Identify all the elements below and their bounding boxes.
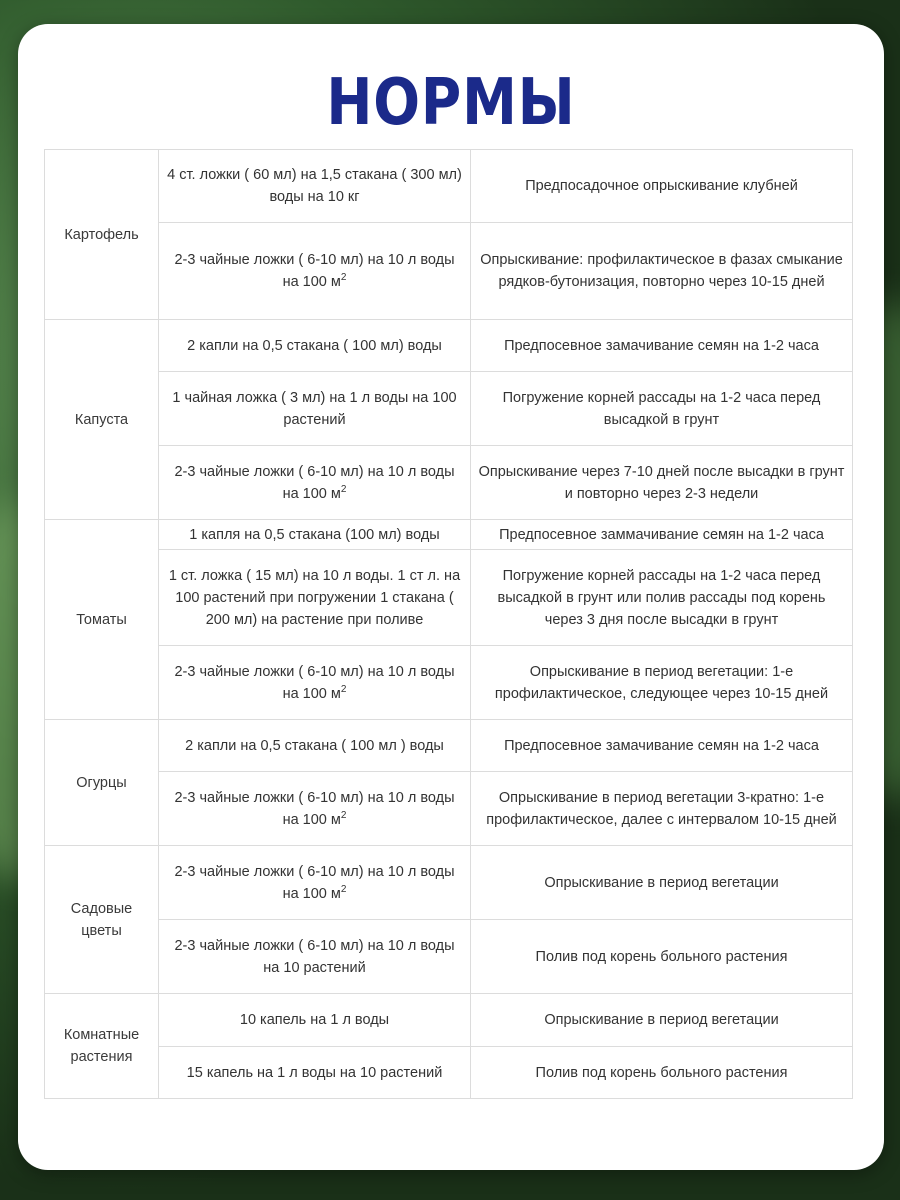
dose-cell [159,223,471,320]
table-row [45,150,853,223]
table-row [45,520,853,550]
dose-unit-superscript: 2 [340,483,347,495]
table-row [45,846,853,920]
table-row [45,720,853,772]
content-card [18,24,884,1170]
usage-cell: Погружение корней рассады на 1-2 часа перед высадкой в грунт [471,372,853,446]
dose-text: 1 ст. ложка ( 15 мл) на 10 л воды. 1 ст л. на 100 растений при погружении 1 стакана ( 200 мл) на растение при поливе [168,567,461,628]
usage-cell: Полив под корень больного растения [471,1047,853,1099]
norms-table [44,149,853,1099]
usage-cell: Опрыскивание: профилактическое в фазах смыкание рядков-бутонизация, повторно через 10-15 дней [471,223,853,320]
usage-cell: Погружение корней рассады на 1-2 часа перед высадкой в грунт или полив рассады под корень через 3 дня после высадки в грунт [471,550,853,646]
dose-text: 2-3 чайные ложки ( 6-10 мл) на 10 л воды на 100 м [174,863,455,902]
dose-text: 15 капель на 1 л воды на 10 растений [186,1064,443,1081]
table-row [45,1047,853,1099]
crop-cell: Капуста [45,320,159,520]
dose-text: 1 капля на 0,5 стакана (100 мл) воды [189,526,440,543]
dose-text: 1 чайная ложка ( 3 мл) на 1 л воды на 100 растений [172,389,457,428]
table-row [45,320,853,372]
crop-cell: Картофель [45,150,159,320]
table-row [45,646,853,720]
dose-text: 2-3 чайные ложки ( 6-10 мл) на 10 л воды на 10 растений [174,937,455,976]
table-row [45,994,853,1047]
dose-cell [159,846,471,920]
usage-cell: Опрыскивание через 7-10 дней после высадки в грунт и повторно через 2-3 недели [471,446,853,520]
dose-text: 2-3 чайные ложки ( 6-10 мл) на 10 л воды на 100 м [174,252,455,290]
table-row [45,446,853,520]
dose-cell [159,720,471,772]
crop-cell: Комнатные растения [45,994,159,1099]
usage-cell: Предпосевное замачивание семян на 1-2 часа [471,720,853,772]
dose-cell [159,150,471,223]
usage-cell: Предпосадочное опрыскивание клубней [471,150,853,223]
dose-cell [159,772,471,846]
dose-unit-superscript: 2 [340,883,347,895]
dose-text: 2-3 чайные ложки ( 6-10 мл) на 10 л воды на 100 м [174,663,455,702]
dose-cell [159,550,471,646]
table-row [45,772,853,846]
usage-cell: Опрыскивание в период вегетации 3-кратно: 1-е профилактическое, далее с интервалом 10-15 дней [471,772,853,846]
dose-text: 10 капель на 1 л воды [239,1012,390,1028]
table-row [45,550,853,646]
dose-text: 2-3 чайные ложки ( 6-10 мл) на 10 л воды на 100 м [174,463,455,502]
crop-cell: Огурцы [45,720,159,846]
table-row [45,372,853,446]
dose-cell [159,1047,471,1099]
page-title: НОРМЫ [326,66,576,140]
table-row [45,920,853,994]
crop-cell: Садовые цветы [45,846,159,994]
dose-cell [159,320,471,372]
dose-text: 4 ст. ложки ( 60 мл) на 1,5 стакана ( 300 мл) воды на 10 кг [167,167,462,205]
dose-cell [159,446,471,520]
usage-cell: Опрыскивание в период вегетации: 1-е профилактическое, следующее через 10-15 дней [471,646,853,720]
dose-unit-superscript: 2 [340,809,347,821]
dose-text: 2-3 чайные ложки ( 6-10 мл) на 10 л воды на 100 м [174,789,455,828]
dose-cell [159,920,471,994]
dose-unit-superscript: 2 [340,272,347,284]
dose-text: 2 капли на 0,5 стакана ( 100 мл) воды [187,337,442,354]
dose-cell [159,372,471,446]
dose-unit-superscript: 2 [340,683,347,695]
dose-text: 2 капли на 0,5 стакана ( 100 мл ) воды [185,737,444,754]
dose-cell [159,520,471,550]
usage-cell: Полив под корень больного растения [471,920,853,994]
usage-cell: Опрыскивание в период вегетации [471,994,853,1047]
dose-cell [159,994,471,1047]
usage-cell: Предпосевное заммачивание семян на 1-2 часа [471,520,853,550]
usage-cell: Опрыскивание в период вегетации [471,846,853,920]
table-row [45,223,853,320]
usage-cell: Предпосевное замачивание семян на 1-2 часа [471,320,853,372]
crop-cell: Томаты [45,520,159,720]
dose-cell [159,646,471,720]
norms-table-body [45,150,853,1099]
